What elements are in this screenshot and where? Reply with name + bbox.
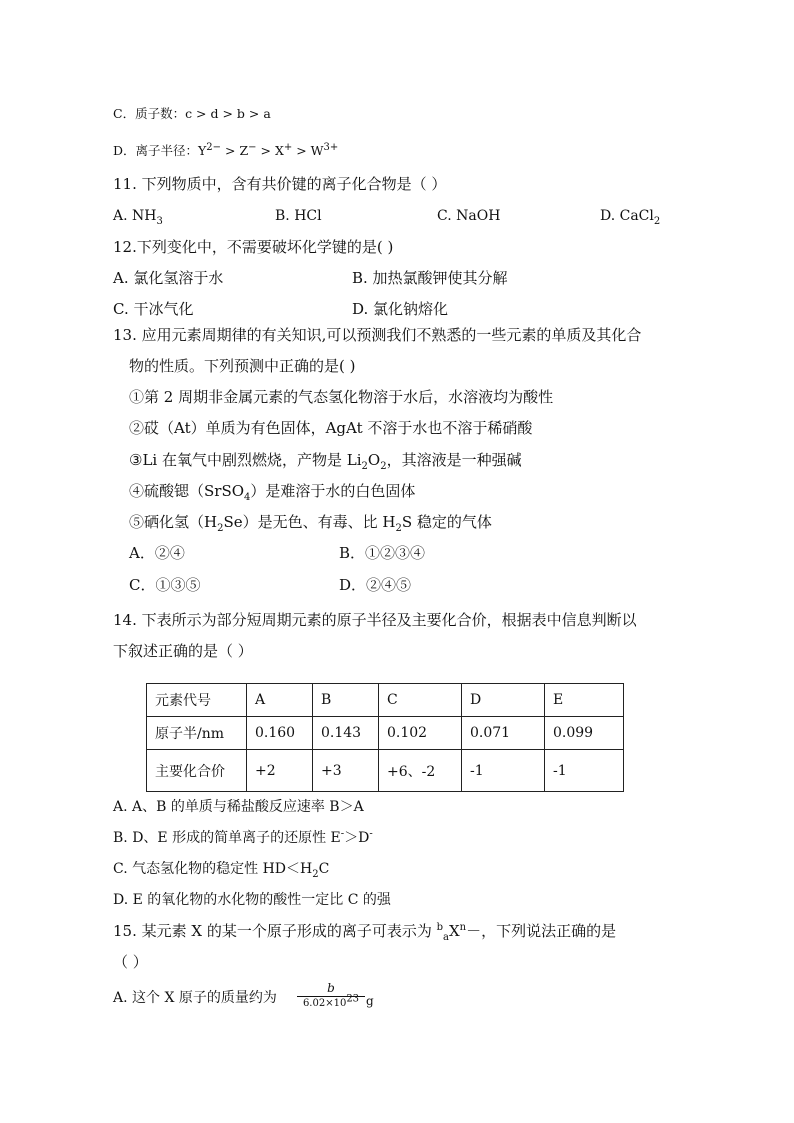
q13-stem-line2: 物的性质。下列预测中正确的是( ) [129,357,356,375]
q13-option-d: D．②④⑤ [339,576,412,594]
table-header-cell: A [247,684,313,717]
q15-stem-line1: 15. 某元素 X 的某一个原子形成的离子可表示为 $^b_aX^n-$，下列说法正确的是 [113,922,617,943]
q13-statement-2: ②砹（At）单质为有色固体，AgAt 不溶于水也不溶于稀硝酸 [129,419,533,437]
q13-statement-1: ①第 2 周期非金属元素的气态氢化物溶于水后，水溶液均为酸性 [129,388,554,406]
q13-stem-line1: 13. 应用元素周期律的有关知识,可以预测我们不熟悉的一些元素的单质及其化合 [113,326,642,344]
q13-statement-3: ③Li 在氧气中剧烈燃烧，产物是 $Li_2O_2$，其溶液是一种强碱 [129,451,522,472]
q13-option-b: B．①②③④ [339,544,426,562]
q14-option-b: B. D、E 形成的简单离子的还原性 E-＞D- [113,828,373,846]
q12-option-a: A. 氯化氢溶于水 [113,269,224,287]
table-row [147,717,624,750]
mass-fraction [297,981,365,1010]
table-header-cell: D [462,684,545,717]
element-data-table [146,683,624,792]
table-cell: -1 [545,750,624,792]
q13-option-a: A．②④ [129,544,185,562]
table-row [147,750,624,792]
q15-option-a: A. 这个 X 原子的质量约为 [113,990,277,1006]
table-cell: 主要化合价 [147,750,247,792]
q11-option-d: D. CaCl$_2$ [600,208,661,227]
table-cell: 0.143 [313,717,379,750]
table-cell: +3 [313,750,379,792]
q14-stem-line1: 14. 下表所示为部分短周期元素的原子半径及主要化合价，根据表中信息判断以 [113,611,637,629]
q13-option-c: C．①③⑤ [129,576,201,594]
table-header-cell: E [545,684,624,717]
q10-option-c: C．质子数：c > d > b > a [113,106,271,121]
mass-unit: g [366,994,374,1008]
q11-option-a: A. $NH_3$ [113,208,163,227]
q15-stem-line2: （ ） [113,953,148,971]
table-header-cell: C [379,684,462,717]
q14-option-c: C. 气态氢化物的稳定性 $HD<H_2C$ [113,861,330,880]
table-cell: 0.099 [545,717,624,750]
table-cell: 0.160 [247,717,313,750]
table-header-row [147,684,624,717]
fraction-denominator: $6.02\times 10^{23}$ [302,993,360,1009]
table-cell: +2 [247,750,313,792]
q10-option-d: D．离子半径：$Y^{2-} > Z^- > X^+ > W^{3+}$ [113,141,339,158]
table-header-cell: 元素代号 [147,684,247,717]
q14-stem-line2: 下叙述正确的是（ ） [113,642,253,660]
table-cell: 0.071 [462,717,545,750]
q12-option-b: B. 加热氯酸钾使其分解 [352,269,508,287]
table-cell: -1 [462,750,545,792]
q14-option-d: D. E 的氧化物的水化物的酸性一定比 C 的强 [113,892,391,908]
q14-option-a: A. A、B 的单质与稀盐酸反应速率 B＞A [113,799,364,815]
table-cell: 0.102 [379,717,462,750]
q12-option-c: C. 干冰气化 [113,300,194,318]
q11-stem: 11. 下列物质中，含有共价键的离子化合物是（ ） [113,175,447,193]
q13-statement-5: ⑤硒化氢$(H_2Se)$是无色、有毒、比 $H_2S$ 稳定的气体 [129,513,492,534]
q11-option-c: C. NaOH [437,208,501,224]
table-header-cell: B [313,684,379,717]
q11-option-b: B. HCl [275,208,322,224]
table-cell: 原子半/nm [147,717,247,750]
table-cell: +6、-2 [379,750,462,792]
q12-option-d: D. 氯化钠熔化 [352,300,449,318]
fraction-numerator: b [327,981,335,995]
q12-stem: 12.下列变化中，不需要破坏化学键的是( ) [113,238,394,256]
q13-statement-4: ④硫酸锶（SrSO$_4$）是难溶于水的白色固体 [129,482,416,503]
